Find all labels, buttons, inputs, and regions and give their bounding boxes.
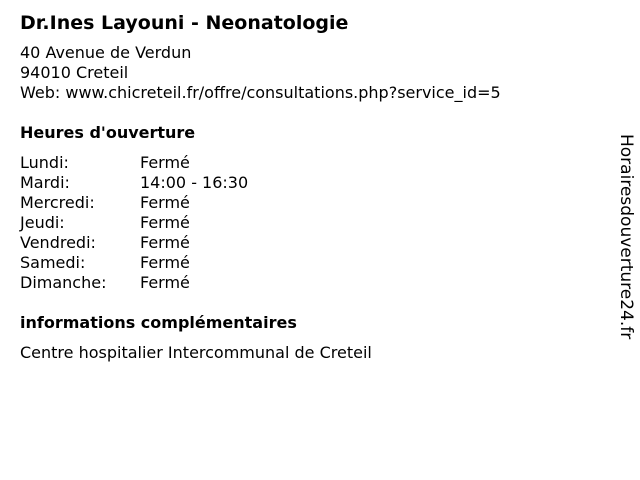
hours-row-saturday [20,253,248,273]
hours-row-tuesday [20,173,248,193]
website-line: Web: www.chicreteil.fr/offre/consultations.php?service_id=5 [20,83,501,102]
day-hours: Fermé [140,213,190,232]
listing-content [20,10,600,363]
day-label: Vendredi: [20,233,96,252]
day-label: Lundi: [20,153,69,172]
day-hours: Fermé [140,153,190,172]
hours-row-wednesday [20,193,248,213]
hours-row-thursday [20,213,248,233]
day-hours: Fermé [140,253,190,272]
extra-info-heading: informations complémentaires [20,313,297,332]
address-city: 94010 Creteil [20,63,129,82]
page-title: Dr.Ines Layouni - Neonatologie [20,12,349,34]
opening-hours-table [20,153,248,293]
day-label: Jeudi: [20,213,65,232]
hours-row-monday [20,153,248,173]
opening-hours-heading: Heures d'ouverture [20,123,196,142]
hours-row-friday [20,233,248,253]
address-street: 40 Avenue de Verdun [20,43,192,62]
day-hours: Fermé [140,193,190,212]
hours-row-sunday [20,273,248,293]
extra-info-text: Centre hospitalier Intercommunal de Creteil [20,343,372,362]
site-watermark: Horairesdouverture24.fr [616,134,636,340]
day-label: Samedi: [20,253,86,272]
day-hours: Fermé [140,233,190,252]
day-label: Dimanche: [20,273,107,292]
day-hours: 14:00 - 16:30 [140,173,249,192]
day-label: Mardi: [20,173,70,192]
day-hours: Fermé [140,273,190,292]
day-label: Mercredi: [20,193,95,212]
